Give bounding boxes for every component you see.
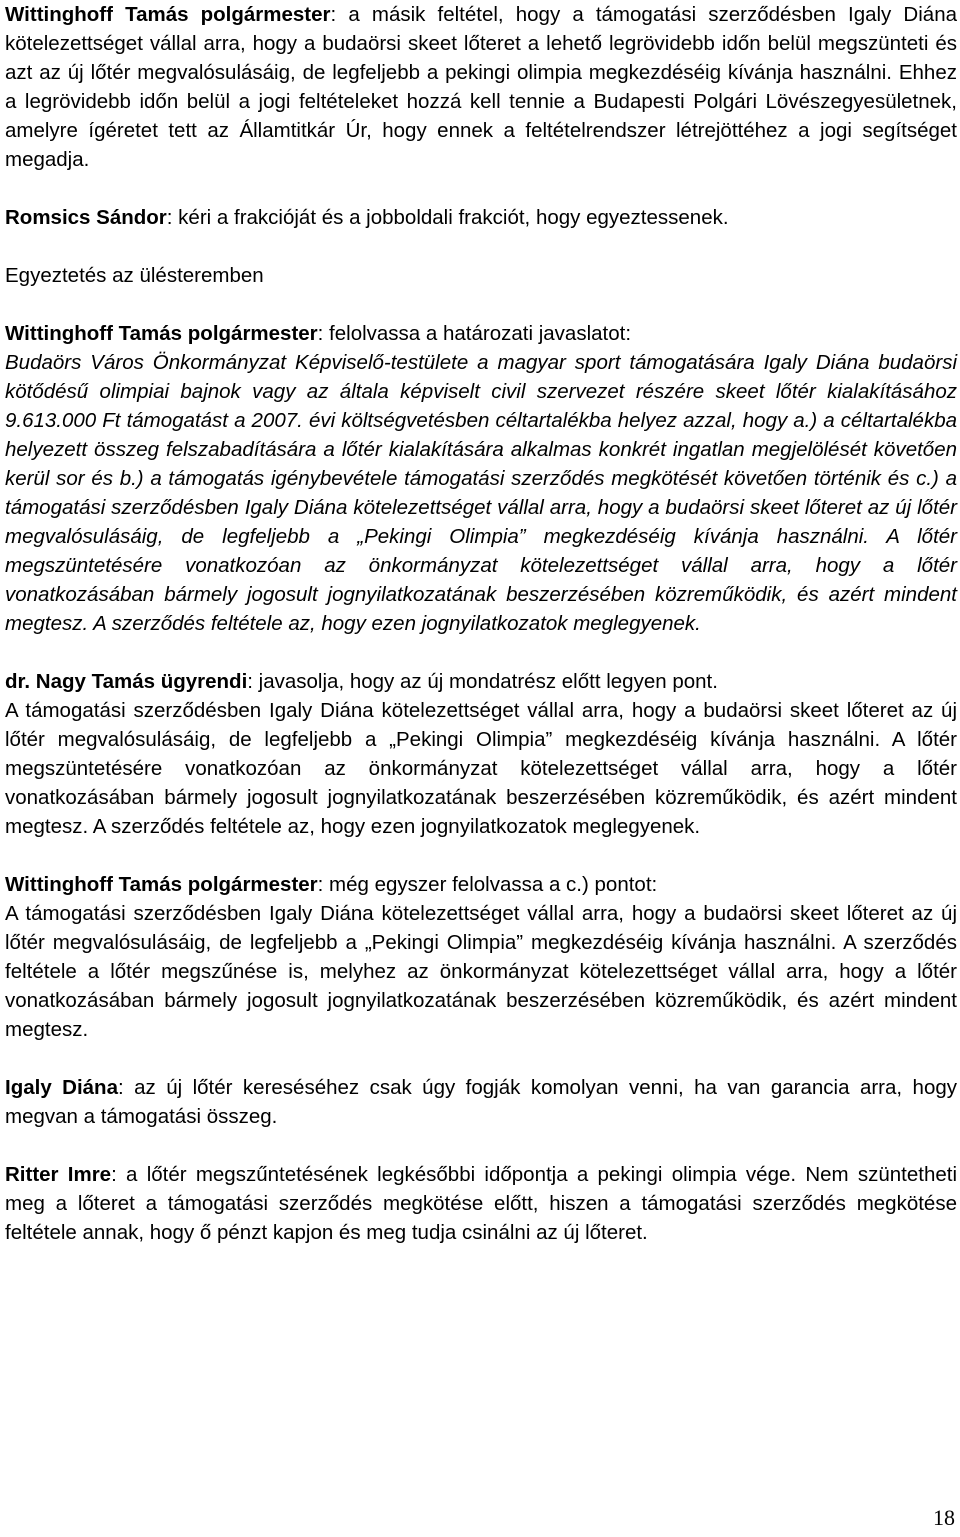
paragraph-text: : az új lőtér kereséséhez csak úgy fogják komolyan venni, ha van garancia arra, hogy megvan a támogatási összeg. bbox=[5, 1076, 957, 1128]
paragraph-igaly bbox=[5, 1073, 957, 1131]
paragraph-romsics bbox=[5, 203, 957, 232]
paragraph-body: A támogatási szerződésben Igaly Diána kötelezettséget vállal arra, hogy a budaörsi skeet lőteret az új lőtér megvalósulásáig, de legfeljebb a „Pekingi Olimpia” megkezdéséig kívánja használni. A lőtér megszüntetésére vonatkozóan az önkormányzat kötelezettséget vállal arra, hogy a lőtér vonatkozásában bármely jogosult jognyilatkozatának beszerzésében közreműködik, és azért mindent megtesz. A szerződés feltétele az, hogy ezen jognyilatkozatok meglegyenek. bbox=[5, 699, 957, 838]
paragraph-text: : javasolja, hogy az új mondatrész előtt legyen pont. bbox=[247, 670, 718, 693]
speaker-name: Wittinghoff Tamás polgármester bbox=[5, 873, 318, 896]
speaker-name: Wittinghoff Tamás polgármester bbox=[5, 322, 318, 345]
page-number: 18 bbox=[933, 1505, 955, 1530]
speaker-name: dr. Nagy Tamás ügyrendi bbox=[5, 670, 248, 693]
paragraph-wittinghoff-proposal bbox=[5, 319, 957, 348]
speaker-name: Romsics Sándor bbox=[5, 206, 167, 229]
speaker-name: Wittinghoff Tamás polgármester bbox=[5, 3, 331, 26]
paragraph-text: : a másik feltétel, hogy a támogatási szerződésben Igaly Diána kötelezettséget vállal arra, hogy a budaörsi skeet lőteret a lehető legrövidebb időn belül megszünteti és azt az új lőtér megvalósulásáig, de legfeljebb a pekingi olimpia megkezdéséig kívánja használni. Ehhez a legrövidebb időn belül a jogi feltételeket hozzá kell tennie a Budapesti Polgári Lövészegyesületnek, amelyre ígéretet tett az Államtitkár Úr, hogy ennek a feltételrendszer létrejöttéhez a jogi segítséget megadja. bbox=[5, 3, 957, 171]
paragraph-ritter bbox=[5, 1160, 957, 1247]
paragraph-text: : még egyszer felolvassa a c.) pontot: bbox=[317, 873, 658, 896]
paragraph-nagy-procedural bbox=[5, 667, 957, 696]
document-page bbox=[5, 0, 957, 1247]
paragraph-text: : kéri a frakcióját és a jobboldali frakciót, hogy egyeztessenek. bbox=[166, 206, 729, 229]
paragraph-consultation-note bbox=[5, 261, 957, 290]
paragraph-body: A támogatási szerződésben Igaly Diána kötelezettséget vállal arra, hogy a budaörsi skeet lőteret az új lőtér megvalósulásáig, de legfeljebb a „Pekingi Olimpia” megkezdéséig kívánja használni. A szerződés feltétele a lőtér megszűnése is, melyhez az önkormányzat kötelezettséget vállal arra, hogy a lőtér vonatkozásában bármely jogosult jognyilatkozatának beszerzésében közreműködik, és azért mindent megtesz. bbox=[5, 902, 957, 1041]
resolution-proposal-text: Budaörs Város Önkormányzat Képviselő-testülete a magyar sport támogatására Igaly Diána budaörsi kötődésű olimpiai bajnok vagy az általa képviselt civil szervezet részére skeet lőtér kialakításához 9.613.000 Ft támogatást a 2007. évi költségvetésben céltartalékba helyez azzal, hogy a.) a céltartalékba helyezett összeg felszabadítására a lőtér kialakítására alkalmas konkrét ingatlan megjelölését követően kerül sor és b.) a támogatás igénybevétele támogatási szerződés megkötését követően történik és c.) a támogatási szerződésben Igaly Diána kötelezettséget vállal arra, hogy a budaörsi skeet lőteret az új lőtér megvalósulásáig, de legfeljebb a „Pekingi Olimpia” megkezdéséig kívánja használni. A lőtér megszüntetésére vonatkozóan az önkormányzat kötelezettséget vállal arra, hogy a lőtér vonatkozásában bármely jogosult jognyilatkozatának beszerzésében közreműködik, és azért mindent megtesz. A szerződés feltétele az, hogy ezen jognyilatkozatok meglegyenek. bbox=[5, 351, 957, 635]
paragraph-wittinghoff-reread bbox=[5, 870, 957, 899]
paragraph-text: : felolvassa a határozati javaslatot: bbox=[317, 322, 632, 345]
speaker-name: Igaly Diána bbox=[5, 1076, 118, 1099]
paragraph-wittinghoff-condition bbox=[5, 0, 957, 174]
paragraph-text: : a lőtér megszűntetésének legkésőbbi időpontja a pekingi olimpia vége. Nem szüntetheti meg a lőteret a támogatási szerződés megkötése előtt, hiszen a támogatási szerződés megkötése feltétele annak, hogy ő pénzt kapjon és meg tudja csinálni az új lőteret. bbox=[5, 1163, 957, 1244]
paragraph-text: Egyeztetés az ülésteremben bbox=[5, 264, 264, 287]
speaker-name: Ritter Imre bbox=[5, 1163, 112, 1186]
